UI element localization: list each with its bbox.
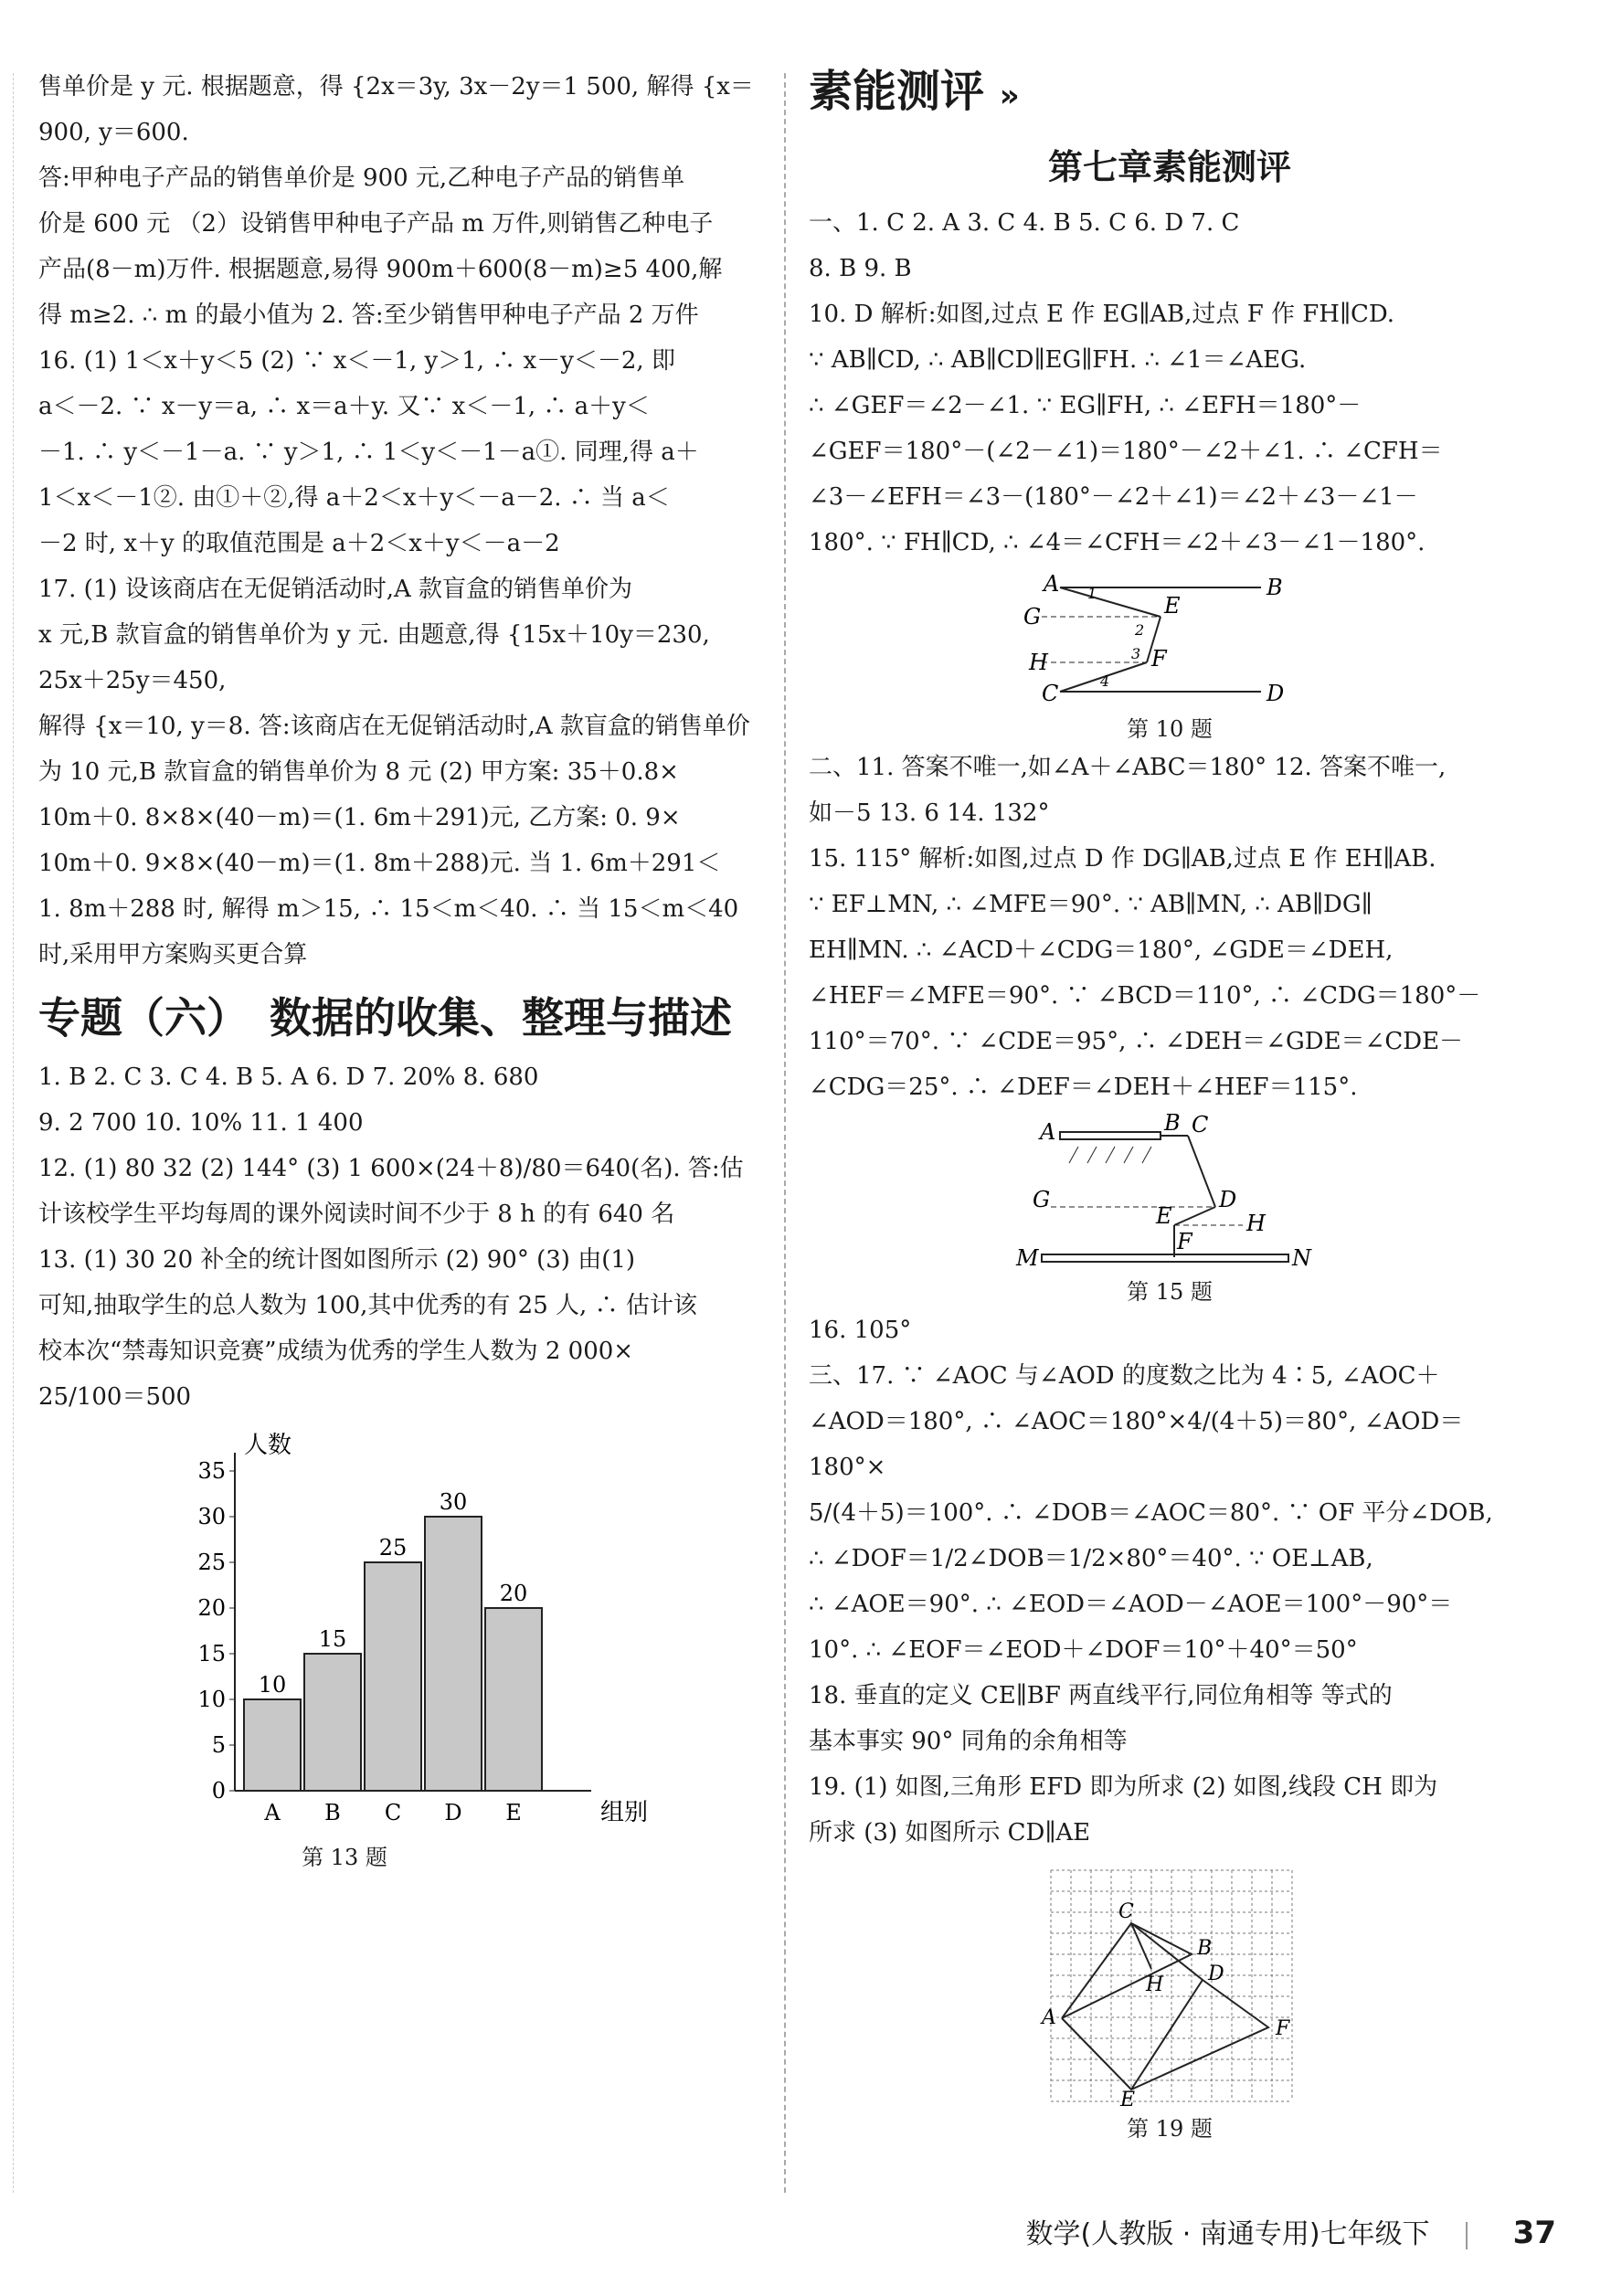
fig15-label: C [1192, 1112, 1209, 1137]
x-axis-label: 组别 [600, 1799, 649, 1826]
answer-line: 可知,抽取学生的总人数为 100,其中优秀的有 25 人, ∴ 估计该 [38, 1292, 697, 1319]
bar-C [365, 1562, 421, 1791]
answer-line: ∴ ∠DOF＝1/2∠DOB＝1/2×80°＝40°. ∵ OE⊥AB, [809, 1545, 1373, 1572]
hatch [1069, 1147, 1078, 1163]
fig15-label: D [1219, 1187, 1237, 1212]
answer-line: 时,采用甲方案购买更合算 [38, 941, 308, 968]
answer-line: 基本事实 90° 同角的余角相等 [809, 1728, 1128, 1755]
fig15-caption: 第 15 题 [1127, 1279, 1213, 1305]
answer-line: 如－5 13. 6 14. 132° [809, 799, 1050, 827]
answer-line: ∠CDG＝25°. ∴ ∠DEF＝∠DEH＋∠HEF＝115°. [809, 1074, 1358, 1101]
section-title: 专题（六） 数据的收集、整理与描述 [38, 993, 732, 1042]
y-tick-label: 30 [197, 1504, 226, 1529]
figure-q19 [1033, 1861, 1307, 2111]
page-footer [1026, 2211, 1556, 2251]
fig10-label: G [1023, 604, 1042, 630]
answer-line: 为 10 元,B 款盲盒的销售单价为 8 元 (2) 甲方案: 35＋0.8× [38, 758, 679, 786]
answer-line: ∵ EF⊥MN, ∴ ∠MFE＝90°. ∵ AB∥MN, ∴ AB∥DG∥ [809, 891, 1373, 918]
fig19-label: F [1276, 2017, 1290, 2040]
y-tick-label: 15 [197, 1641, 226, 1666]
segment-de [1174, 1207, 1215, 1225]
y-tick-label: 10 [197, 1687, 226, 1712]
answer-line: 二、11. 答案不唯一,如∠A＋∠ABC＝180° 12. 答案不唯一, [809, 754, 1447, 781]
data-label: 25 [378, 1535, 408, 1561]
right-answer-block-3 [809, 1307, 1531, 1856]
hatch [1124, 1147, 1133, 1163]
fig10-label: C [1042, 681, 1059, 706]
fig10-label: E [1164, 593, 1181, 619]
footer-separator [1466, 2222, 1468, 2249]
fig10-label: H [1029, 650, 1048, 675]
fig19-caption: 第 19 题 [1127, 2116, 1213, 2142]
answer-line: ∠AOD＝180°, ∴ ∠AOC＝180°×4/(4＋5)＝80°, ∠AOD＝180°× [809, 1408, 1464, 1481]
fig15-label: H [1246, 1211, 1266, 1236]
answer-line: 19. (1) 如图,三角形 EFD 即为所求 (2) 如图,线段 CH 即为 [809, 1773, 1438, 1801]
answer-line: ∠HEF＝∠MFE＝90°. ∵ ∠BCD＝110°, ∴ ∠CDG＝180°－ [809, 982, 1481, 1010]
figure-q10 [1023, 571, 1316, 708]
bar-B [304, 1654, 361, 1791]
segment-ae [1060, 587, 1161, 617]
left-column [38, 64, 760, 1873]
data-label: 30 [439, 1489, 468, 1515]
answer-line: 13. (1) 30 20 补全的统计图如图所示 (2) 90° (3) 由(1) [38, 1246, 636, 1274]
fig19-label: C [1118, 1900, 1134, 1923]
answer-line: 所求 (3) 如图所示 CD∥AE [809, 1819, 1091, 1846]
answer-line: 价是 600 元 （2）设销售甲种电子产品 m 万件,则销售乙种电子 [38, 210, 714, 238]
answer-line: 校本次“禁毒知识竞赛”成绩为优秀的学生人数为 2 000× [38, 1338, 634, 1365]
answer-line: 180°. ∵ FH∥CD, ∴ ∠4＝∠CFH＝∠2＋∠3－∠1－180°. [809, 529, 1426, 556]
fig10-label: 1 [1087, 585, 1097, 602]
data-label: 10 [258, 1672, 287, 1698]
bar-D [425, 1517, 482, 1791]
fig15-label: B [1164, 1110, 1181, 1136]
left-answer-block-2 [38, 1054, 760, 1420]
answer-line: －1. ∴ y＜－1－a. ∵ y＞1, ∴ 1＜y＜－1－a①. 同理,得 a＋ [38, 439, 699, 466]
right-answer-block [809, 200, 1531, 566]
triangle-abc [1062, 1923, 1192, 2018]
bar-ab [1060, 1132, 1161, 1139]
y-tick-label: 25 [197, 1550, 226, 1575]
answer-line: 10m＋0. 9×8×(40－m)＝(1. 8m＋288)元. 当 1. 6m＋291＜ [38, 850, 721, 877]
answer-line: ∠GEF＝180°－(∠2－∠1)＝180°－∠2＋∠1. ∴ ∠CFH＝ [809, 438, 1443, 465]
hatch [1087, 1147, 1097, 1163]
answer-line: 5/(4＋5)＝100°. ∴ ∠DOB＝∠AOC＝80°. ∵ OF 平分∠DOB, [809, 1499, 1493, 1527]
fig10-label: 2 [1135, 621, 1145, 639]
category-label: E [505, 1800, 522, 1825]
answer-line: 10m＋0. 8×8×(40－m)＝(1. 6m＋291)元, 乙方案: 0. 9× [38, 804, 681, 831]
answer-line: ∵ AB∥CD, ∴ AB∥CD∥EG∥FH. ∴ ∠1＝∠AEG. [809, 346, 1307, 374]
fig15-label: M [1016, 1245, 1039, 1271]
y-axis-label: 人数 [244, 1432, 292, 1459]
answer-line: 16. 105° [809, 1317, 912, 1344]
right-answer-block-2 [809, 745, 1531, 1110]
answer-line: ∴ ∠GEF＝∠2－∠1. ∵ EG∥FH, ∴ ∠EFH＝180°－ [809, 392, 1362, 419]
segment-ae [1062, 2018, 1131, 2090]
answer-line: 售单价是 y 元. 根据题意，得 {2x＝3y, 3x－2y＝1 500, 解得 {x＝900, y＝600. [38, 73, 754, 146]
answer-line: 得 m≥2. ∴ m 的最小值为 2. 答:至少销售甲种电子产品 2 万件 [38, 302, 699, 329]
chart-caption: 第 13 题 [302, 1845, 387, 1870]
answer-line: 1. 8m＋288 时, 解得 m＞15, ∴ 15＜m＜40. ∴ 当 15＜m＜40 [38, 895, 739, 923]
answer-line: 25/100＝500 [38, 1383, 192, 1411]
footer-subject: 数学(人教版 · 南通专用)七年级下 [1025, 2218, 1430, 2250]
answer-line: －2 时, x＋y 的取值范围是 a＋2＜x＋y＜－a－2 [38, 530, 560, 557]
fig10-label: 4 [1100, 672, 1110, 690]
category-label: A [264, 1800, 281, 1825]
answer-line: 9. 2 700 10. 10% 11. 1 400 [38, 1109, 364, 1137]
fig15-label: E [1156, 1203, 1172, 1229]
left-margin-line [13, 73, 14, 2193]
answer-line: ∴ ∠AOE＝90°. ∴ ∠EOD＝∠AOD－∠AOE＝100°－90°＝ [809, 1591, 1453, 1618]
fig15-label: F [1177, 1229, 1192, 1254]
bar-A [244, 1699, 301, 1791]
fig19-label: A [1042, 2006, 1056, 2029]
category-label: B [324, 1800, 341, 1825]
page-number: 37 [1512, 2215, 1556, 2251]
category-label: D [444, 1800, 462, 1825]
data-label: 20 [499, 1581, 528, 1606]
answer-line: 17. (1) 设该商店在无促销活动时,A 款盲盒的销售单价为 [38, 576, 633, 603]
bar-E [485, 1608, 542, 1791]
fig10-label: F [1151, 646, 1167, 672]
answer-line: 答:甲种电子产品的销售单价是 900 元,乙种电子产品的销售单 [38, 164, 685, 192]
column-divider [784, 73, 786, 2193]
fig15-label: A [1040, 1119, 1056, 1145]
fig10-label: D [1267, 681, 1285, 706]
answer-line: 12. (1) 80 32 (2) 144° (3) 1 600×(24＋8)/80＝640(名). 答:估 [38, 1155, 744, 1182]
answer-line: 计该校学生平均每周的课外阅读时间不少于 8 h 的有 640 名 [38, 1201, 675, 1228]
answer-line: 110°＝70°. ∵ ∠CDE＝95°, ∴ ∠DEH＝∠GDE＝∠CDE－ [809, 1028, 1464, 1055]
answer-line: 三、17. ∵ ∠AOC 与∠AOD 的度数之比为 4∶5, ∠AOC＋ [809, 1362, 1440, 1390]
double-chevron-icon: » [999, 78, 1020, 114]
y-tick-label: 35 [197, 1458, 226, 1484]
bar-chart-q13 [180, 1425, 649, 1836]
answer-line: 18. 垂直的定义 CE∥BF 两直线平行,同位角相等 等式的 [809, 1682, 1393, 1709]
answer-line: 8. B 9. B [809, 255, 912, 282]
answer-line: 10°. ∴ ∠EOF＝∠EOD＋∠DOF＝10°＋40°＝50° [809, 1636, 1358, 1664]
chapter-title: 第七章素能测评 [1047, 147, 1291, 187]
y-tick-label: 5 [211, 1732, 226, 1758]
banner-title: 素能测评 [809, 66, 985, 117]
fig10-caption: 第 10 题 [1127, 716, 1213, 742]
answer-line: 15. 115° 解析:如图,过点 D 作 DG∥AB,过点 E 作 EH∥AB. [809, 845, 1436, 873]
answer-line: 1＜x＜－1②. 由①＋②,得 a＋2＜x＋y＜－a－2. ∴ 当 a＜ [38, 484, 670, 512]
category-label: C [384, 1800, 402, 1825]
answer-line: 1. B 2. C 3. C 4. B 5. A 6. D 7. 20% 8. 680 [38, 1063, 539, 1091]
answer-line: EH∥MN. ∴ ∠ACD＋∠CDG＝180°, ∠GDE＝∠DEH, [809, 936, 1394, 964]
fig19-label: B [1197, 1937, 1213, 1960]
answer-line: 一、1. C 2. A 3. C 4. B 5. C 6. D 7. C [809, 209, 1240, 237]
fig15-label: G [1033, 1187, 1051, 1212]
fig19-label: H [1146, 1973, 1164, 1996]
hatch [1142, 1147, 1151, 1163]
segment-cd [1188, 1136, 1215, 1207]
answer-line: 产品(8－m)万件. 根据题意,易得 900m＋600(8－m)≥5 400,解 [38, 256, 723, 283]
y-tick-label: 20 [197, 1595, 226, 1621]
answer-line: 16. (1) 1＜x＋y＜5 (2) ∵ x＜－1, y＞1, ∴ x－y＜－2, 即 [38, 347, 675, 375]
answer-line: ∠3－∠EFH＝∠3－(180°－∠2＋∠1)＝∠2＋∠3－∠1－ [809, 483, 1418, 511]
fig15-label: N [1292, 1245, 1311, 1271]
fig19-label: D [1208, 1963, 1224, 1985]
answer-line: 解得 {x＝10, y＝8. 答:该商店在无促销活动时,A 款盲盒的销售单价 [38, 713, 750, 740]
banner [809, 55, 1531, 132]
fig10-label: 3 [1131, 645, 1141, 662]
fig10-label: B [1267, 575, 1283, 600]
figure-q15 [1014, 1110, 1325, 1271]
left-answer-block [38, 64, 760, 978]
answer-line: 10. D 解析:如图,过点 E 作 EG∥AB,过点 F 作 FH∥CD. [809, 301, 1395, 328]
y-tick-label: 0 [211, 1778, 226, 1804]
fig10-label: A [1044, 571, 1060, 597]
right-column [809, 55, 1531, 2144]
data-label: 15 [318, 1626, 347, 1652]
fig19-label: E [1120, 2089, 1136, 2111]
answer-line: x 元,B 款盲盒的销售单价为 y 元. 由题意,得 {15x＋10y＝230, 25x＋25y＝450, [38, 621, 710, 694]
hatch [1106, 1147, 1115, 1163]
answer-line: a＜－2. ∵ x－y＝a, ∴ x＝a＋y. 又∵ x＜－1, ∴ a＋y＜ [38, 393, 650, 420]
bar-mn [1042, 1254, 1288, 1262]
